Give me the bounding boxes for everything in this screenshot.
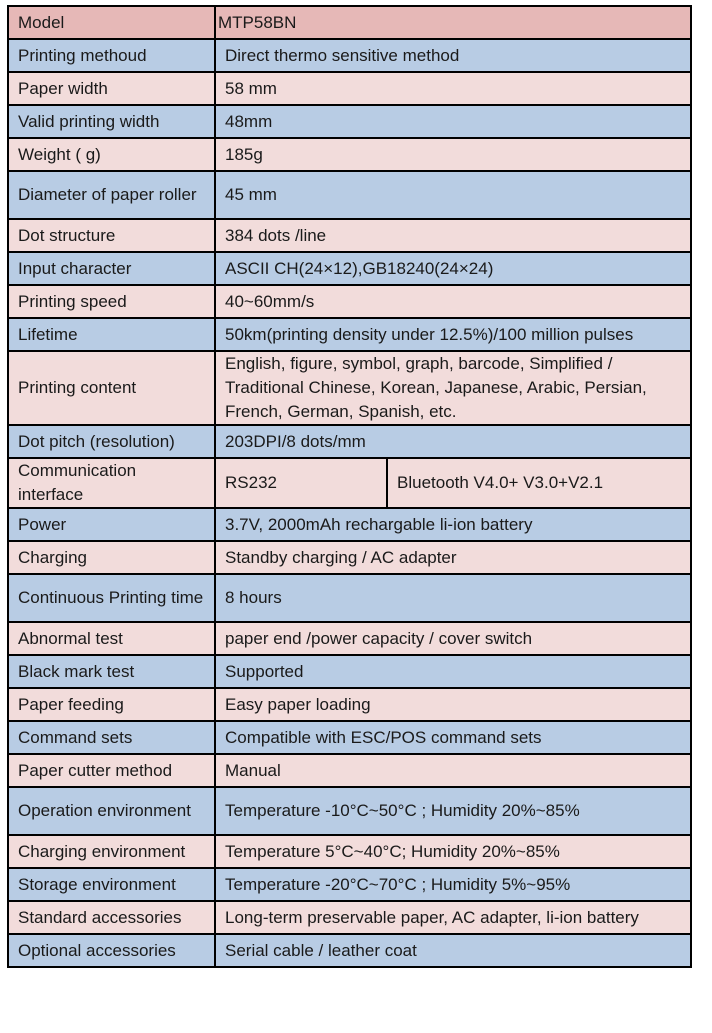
label-cell: Paper cutter method — [8, 754, 215, 787]
table-row — [8, 219, 691, 252]
value-cell-rs232: RS232 — [215, 458, 387, 508]
value-cell: Direct thermo sensitive method — [215, 39, 691, 72]
label-cell: Standard accessories — [8, 901, 215, 934]
value-cell: 45 mm — [215, 171, 691, 219]
table-row — [8, 39, 691, 72]
value-cell: Temperature -20°C~70°C ; Humidity 5%~95% — [215, 868, 691, 901]
value-cell: 58 mm — [215, 72, 691, 105]
value-cell: Supported — [215, 655, 691, 688]
value-cell: Temperature 5°C~40°C; Humidity 20%~85% — [215, 835, 691, 868]
label-cell: Lifetime — [8, 318, 215, 351]
table-row — [8, 622, 691, 655]
label-cell: Printing speed — [8, 285, 215, 318]
label-cell: Command sets — [8, 721, 215, 754]
value-cell: 384 dots /line — [215, 219, 691, 252]
label-cell: Printing methoud — [8, 39, 215, 72]
value-cell: 203DPI/8 dots/mm — [215, 425, 691, 458]
value-cell: Manual — [215, 754, 691, 787]
value-cell: ASCII CH(24×12),GB18240(24×24) — [215, 252, 691, 285]
label-cell: Continuous Printing time — [8, 574, 215, 622]
label-cell: Dot structure — [8, 219, 215, 252]
table-header-row — [8, 6, 691, 39]
value-cell: Serial cable / leather coat — [215, 934, 691, 967]
table-row — [8, 425, 691, 458]
label-cell: Weight ( g) — [8, 138, 215, 171]
label-cell: Charging environment — [8, 835, 215, 868]
value-cell: Standby charging / AC adapter — [215, 541, 691, 574]
table-row — [8, 787, 691, 835]
value-cell: 48mm — [215, 105, 691, 138]
table-row — [8, 934, 691, 967]
table-row — [8, 72, 691, 105]
label-cell: Power — [8, 508, 215, 541]
label-cell: Communication interface — [8, 458, 215, 508]
label-cell: Operation environment — [8, 787, 215, 835]
table-row — [8, 458, 691, 508]
label-cell: Black mark test — [8, 655, 215, 688]
table-row — [8, 835, 691, 868]
table-row — [8, 901, 691, 934]
value-cell: 8 hours — [215, 574, 691, 622]
label-cell: Optional accessories — [8, 934, 215, 967]
table-row — [8, 688, 691, 721]
value-cell: Compatible with ESC/POS command sets — [215, 721, 691, 754]
label-cell: Abnormal test — [8, 622, 215, 655]
label-cell: Input character — [8, 252, 215, 285]
table-row — [8, 868, 691, 901]
spec-table — [7, 5, 692, 968]
value-cell: 3.7V, 2000mAh rechargable li-ion battery — [215, 508, 691, 541]
label-cell: Storage environment — [8, 868, 215, 901]
table-row — [8, 721, 691, 754]
value-cell: English, figure, symbol, graph, barcode, Simplified / Traditional Chinese, Korean, Japanese, Arabic, Persian, French, German, Spanish, etc. — [215, 351, 691, 425]
value-cell: Temperature -10°C~50°C ; Humidity 20%~85% — [215, 787, 691, 835]
label-cell: Charging — [8, 541, 215, 574]
table-row — [8, 541, 691, 574]
table-row — [8, 655, 691, 688]
value-cell: MTP58BN — [215, 6, 691, 39]
label-cell: Valid printing width — [8, 105, 215, 138]
value-cell: 50km(printing density under 12.5%)/100 million pulses — [215, 318, 691, 351]
value-cell: 185g — [215, 138, 691, 171]
label-cell: Diameter of paper roller — [8, 171, 215, 219]
value-cell: Easy paper loading — [215, 688, 691, 721]
label-cell: Dot pitch (resolution) — [8, 425, 215, 458]
value-cell: 40~60mm/s — [215, 285, 691, 318]
value-cell: paper end /power capacity / cover switch — [215, 622, 691, 655]
table-row — [8, 105, 691, 138]
table-row — [8, 574, 691, 622]
table-row — [8, 318, 691, 351]
table-row — [8, 285, 691, 318]
table-row — [8, 754, 691, 787]
table-row — [8, 138, 691, 171]
label-cell: Paper feeding — [8, 688, 215, 721]
table-row — [8, 171, 691, 219]
table-row — [8, 351, 691, 425]
table-row — [8, 508, 691, 541]
label-cell: Model — [8, 6, 215, 39]
value-cell-bluetooth: Bluetooth V4.0+ V3.0+V2.1 — [387, 458, 691, 508]
value-cell: Long-term preservable paper, AC adapter, li-ion battery — [215, 901, 691, 934]
label-cell: Printing content — [8, 351, 215, 425]
label-cell: Paper width — [8, 72, 215, 105]
table-row — [8, 252, 691, 285]
